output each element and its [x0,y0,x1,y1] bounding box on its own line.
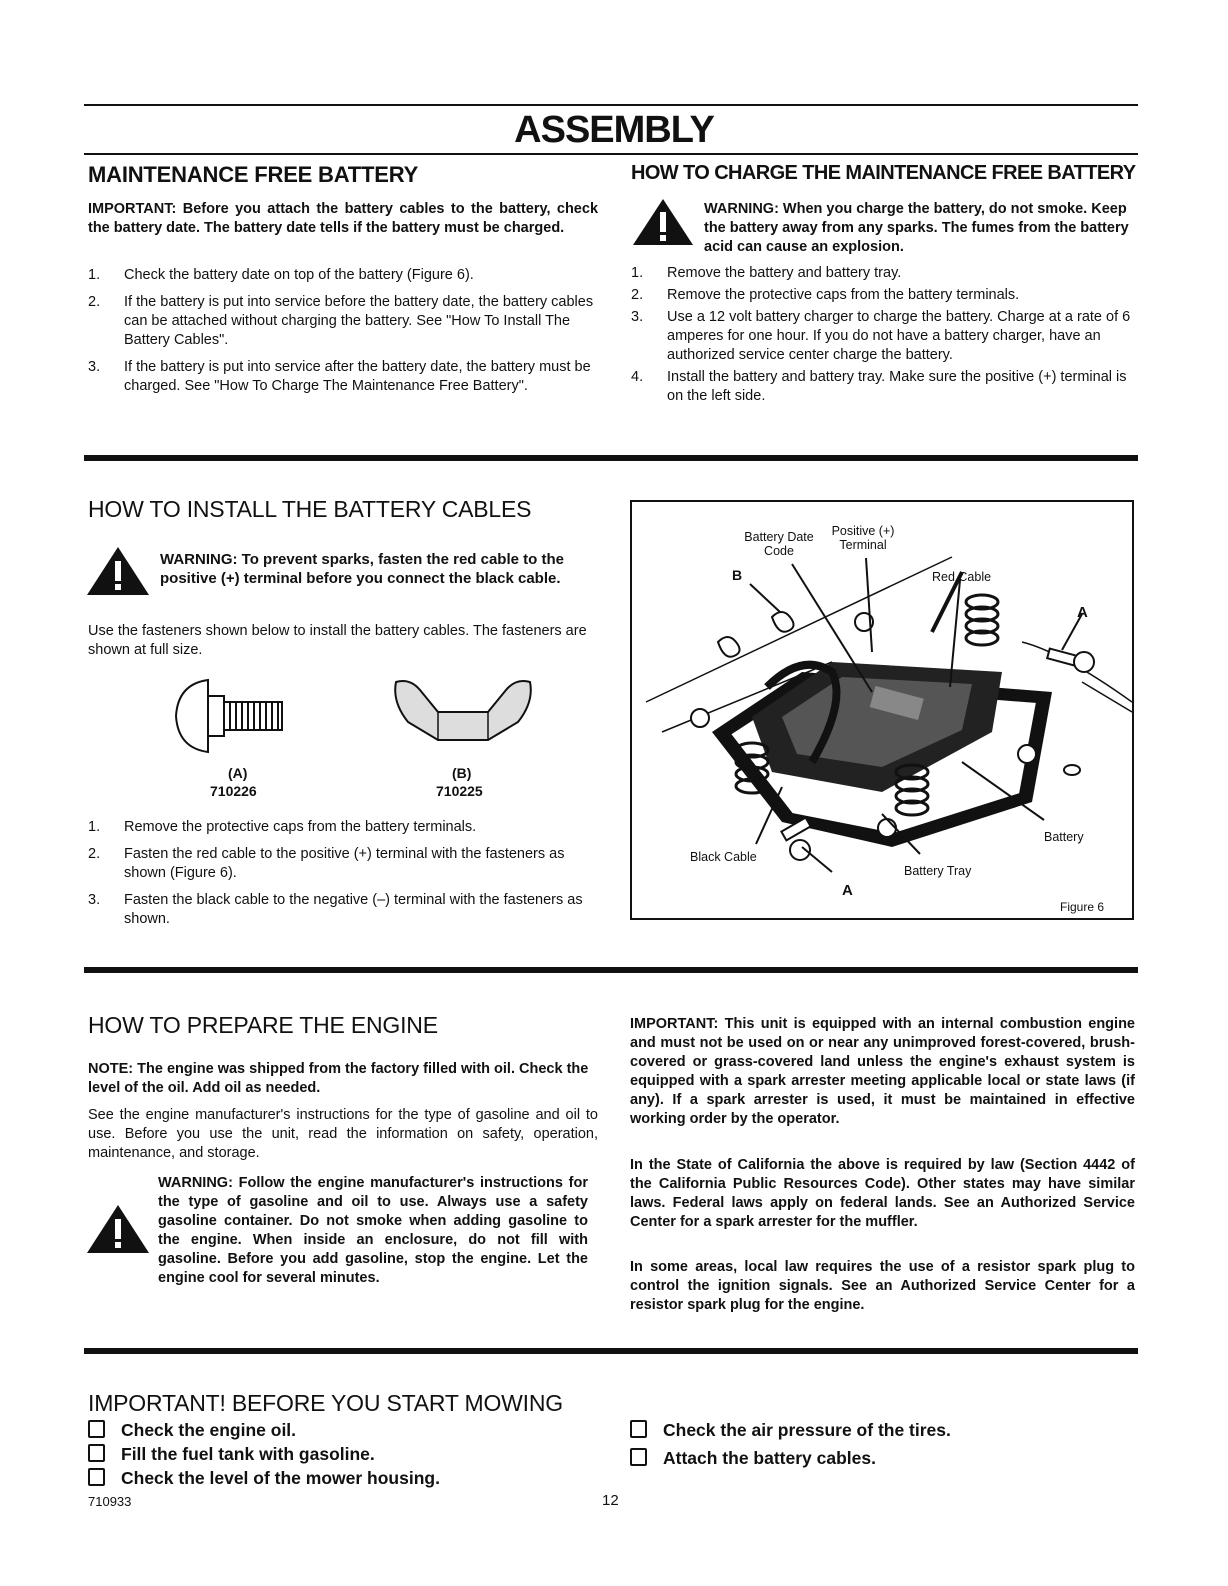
list-item: 1. Remove the battery and battery tray. [631,265,902,281]
label-positive-terminal: Positive (+) Terminal [831,524,895,552]
warning-icon [632,198,694,246]
list-item: 2. Remove the protective caps from the battery terminals. [631,287,1020,303]
list-item: 1. Remove the protective caps from the battery terminals. [88,819,477,835]
checklist-item[interactable]: Attach the battery cables. [630,1446,876,1470]
engine-resistor: In some areas, local law requires the use of a resistor spark plug to control the ignition signals. See an Authorized Service Center for a resistor spark plug for the engine. [630,1259,1135,1313]
checkbox[interactable] [88,1420,105,1438]
fastener-b-part: 710225 [436,783,483,799]
list-item: 2. Fasten the red cable to the positive (+) terminal with the fasteners as shown (Figure 6). [88,846,565,881]
checkbox[interactable] [88,1444,105,1462]
charge-warning: WARNING: When you charge the battery, do not smoke. Keep the battery away from any sparks. The fumes from the battery acid can cause an explosion. [704,201,1129,255]
checklist-item[interactable]: Check the level of the mower housing. [88,1466,440,1490]
list-item: 3. Fasten the black cable to the negative (–) terminal with the fasteners as shown. [88,892,583,927]
checklist-item[interactable]: Check the air pressure of the tires. [630,1418,951,1442]
label-b: B [732,567,743,583]
list-item: 2. If the battery is put into service before the battery date, the battery cables can be attached without charging the battery. See "How To Install The Battery Cables". [88,294,594,348]
cables-steps [88,818,600,937]
checkbox[interactable] [630,1420,647,1438]
checklist-item[interactable]: Check the engine oil. [88,1418,296,1442]
engine-warning: WARNING: Follow the engine manufacturer's instructions for the type of gasoline and oil to use. Always use a safety gasoline container. Do not smoke when adding gasoline to the engine. When inside an enclosure, do not fill with gasoline. Before you add gasoline, stop the engine. Let the engine cool for several minutes. [158,1175,588,1286]
list-item: 3. Use a 12 volt battery charger to charge the battery. Charge at a rate of 6 amperes for one hour. If you do not have a battery charger, have an authorized service center charge the battery. [631,309,1131,363]
checkbox[interactable] [630,1448,647,1466]
label-battery: Battery [1044,830,1084,844]
list-item: 4. Install the battery and battery tray. Make sure the positive (+) terminal is on the left side. [631,369,1127,404]
page-number: 12 [602,1492,619,1509]
section-divider [84,967,1138,973]
engine-california: In the State of California the above is required by law (Section 4442 of the California Public Resources Code). Other states may have similar laws. Federal laws apply on federal lands. See an Authorized Service Center for a spark arrester for the muffler. [630,1157,1135,1230]
wing-nut-icon [388,672,538,752]
fastener-a-part: 710226 [210,783,257,799]
list-item: 3. If the battery is put into service after the battery date, the battery must be charged. See "How To Charge The Maintenance Free Battery". [88,359,591,394]
page-title: ASSEMBLY [514,109,714,151]
top-rule [84,104,1138,106]
carriage-bolt-icon [168,676,288,756]
label-a-bottom: A [842,882,853,899]
cables-intro: Use the fasteners shown below to install the battery cables. The fasteners are shown at full size. [88,623,587,658]
cables-heading: HOW TO INSTALL THE BATTERY CABLES [88,496,532,522]
section-divider [84,455,1138,461]
label-battery-date-code: Battery Date Code [744,530,814,558]
important-text: Before you attach the battery cables to the battery, check the battery date. The battery date tells if the battery must be charged. [88,201,599,236]
figure-caption: Figure 6 [1060,900,1105,914]
checklist-heading: IMPORTANT! BEFORE YOU START MOWING [88,1390,563,1416]
engine-important: IMPORTANT: This unit is equipped with an internal combustion engine and must not be used on or near any unimproved forest-covered, brush-covered or grass-covered land unless the engine's exhaust system is equipped with a spark arrester meeting applicable local or state laws (if any). If a spark arrester is used, it must be maintained in effective working order by the operator. [630,1016,1135,1127]
checklist-item[interactable]: Fill the fuel tank with gasoline. [88,1442,375,1466]
engine-text: See the engine manufacturer's instructions for the type of gasoline and oil to use. Before you use the unit, read the information on safety, operation, maintenance, and storage. [88,1107,598,1161]
cables-warning: WARNING: To prevent sparks, fasten the red cable to the positive (+) terminal before you connect the black cable. [160,551,564,587]
important-label: IMPORTANT: [88,201,177,217]
doc-number: 710933 [88,1494,132,1509]
engine-note: NOTE: The engine was shipped from the factory filled with oil. Check the level of the oil. Add oil as needed. [88,1061,589,1096]
section-divider [84,1348,1138,1354]
charge-heading: HOW TO CHARGE THE MAINTENANCE FREE BATTERY [631,162,1136,184]
battery-heading: MAINTENANCE FREE BATTERY [88,162,419,187]
fastener-b-label: (B) [452,765,472,781]
figure-6 [630,500,1134,920]
label-battery-tray: Battery Tray [904,864,972,878]
battery-steps [88,266,598,404]
title-rule [84,153,1138,155]
checkbox[interactable] [88,1468,105,1486]
charge-steps [631,264,1137,414]
warning-icon [86,546,150,596]
label-red-cable: Red Cable [932,570,992,584]
label-black-cable: Black Cable [690,850,757,864]
battery-important [88,200,598,238]
list-item: 1. Check the battery date on top of the battery (Figure 6). [88,267,474,283]
label-a-right: A [1077,604,1088,621]
fastener-a-label: (A) [228,765,248,781]
engine-heading: HOW TO PREPARE THE ENGINE [88,1012,438,1038]
warning-icon [86,1204,150,1254]
